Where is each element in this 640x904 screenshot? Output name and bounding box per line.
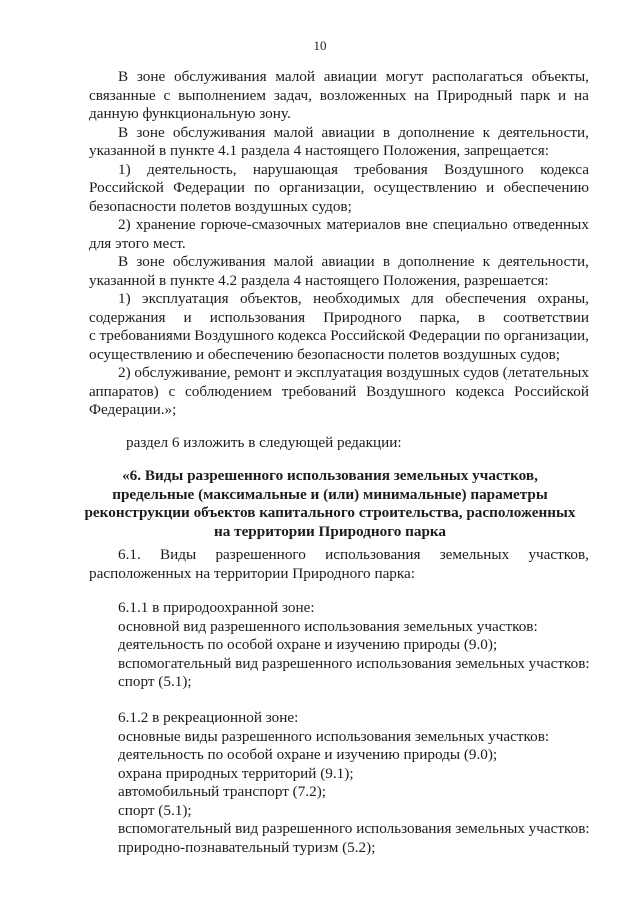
paragraph-line: данную функциональную зону.: [89, 105, 291, 122]
word: Федерации: [408, 327, 481, 344]
paragraph-line: осуществлению и обеспечению безопасности полетов воздушных судов;: [89, 345, 560, 363]
word: по: [484, 327, 500, 344]
word: эксплуатация: [296, 364, 383, 381]
word: Природного: [323, 308, 402, 326]
heading-line: предельные (максимальные и (или) минимальные) параметры: [112, 485, 548, 503]
word: зоне: [136, 253, 165, 270]
paragraph-line: [89, 327, 589, 346]
word: выполнением: [178, 86, 267, 104]
paragraph-line: [89, 383, 589, 402]
word: задач,: [273, 86, 312, 104]
word: располагаться: [432, 68, 523, 85]
word: В: [118, 123, 129, 141]
heading-line: «6. Виды разрешенного использования земельных участков,: [122, 467, 538, 484]
word: парк: [520, 86, 551, 104]
word: Российской: [330, 327, 406, 344]
paragraph-line: [118, 253, 589, 272]
word: использования: [209, 308, 306, 326]
paragraph-line: [89, 179, 589, 198]
word: могут: [385, 68, 424, 85]
word: и: [284, 364, 293, 381]
word: в: [382, 123, 391, 141]
word: осуществлению: [373, 179, 477, 196]
word: Российской: [514, 382, 589, 400]
word: 6.1.: [118, 546, 141, 563]
list-line: автомобильный транспорт (7.2);: [118, 783, 326, 800]
word: (летательных: [502, 364, 589, 381]
word: и: [558, 86, 567, 104]
paragraph-line: Федерации.»;: [89, 401, 177, 418]
subsection-title: 6.1.2 в рекреационной зоне:: [118, 709, 299, 726]
word: материалов: [326, 216, 401, 233]
paragraph-line: [89, 87, 589, 106]
heading-line: реконструкции объектов капитального строительства, расположенных: [84, 504, 576, 521]
word: эксплуатация: [142, 290, 229, 307]
list-line: спорт (5.1);: [118, 801, 192, 819]
list-line: основные виды разрешенного использования земельных участков:: [118, 727, 550, 745]
word: возложенных: [319, 86, 407, 104]
word: организации,: [503, 327, 589, 344]
list-line: спорт (5.1);: [118, 673, 192, 690]
word: малой: [273, 253, 314, 270]
word: требований: [281, 382, 357, 400]
word: 2): [118, 364, 131, 381]
word: обеспечению: [503, 179, 589, 196]
page-number: 10: [313, 38, 327, 53]
paragraph-line: [118, 364, 589, 383]
word: соответствии: [503, 308, 589, 326]
word: отведенных: [512, 216, 589, 233]
paragraph-line: [118, 216, 589, 235]
word: В: [118, 253, 129, 270]
word: горюче-смазочных: [200, 216, 322, 233]
word: к: [482, 123, 491, 141]
word: в: [382, 253, 391, 270]
word: малой: [275, 68, 316, 85]
paragraph-line: [89, 309, 589, 328]
word: обслуживания: [172, 253, 266, 270]
word: аппаратов): [89, 382, 159, 400]
word: малой: [273, 123, 314, 141]
word: деятельности,: [498, 123, 589, 141]
list-line: основной вид разрешенного использования земельных участков:: [118, 617, 538, 635]
word: в: [477, 308, 486, 326]
word: использования: [325, 546, 421, 563]
word: 2): [118, 216, 131, 233]
word: зоне: [136, 123, 165, 141]
paragraph-line: безопасности полетов воздушных судов;: [89, 197, 352, 215]
word: разрешенного: [215, 546, 306, 563]
word: 1): [118, 290, 131, 307]
word: дополнение: [398, 123, 475, 141]
word: с: [89, 327, 96, 344]
word: 1): [118, 160, 131, 178]
word: земельных: [439, 546, 510, 563]
word: на: [414, 86, 430, 104]
word: Воздушного: [194, 327, 274, 344]
heading-line: на территории Природного парка: [213, 522, 447, 540]
word: Воздушного: [366, 382, 446, 400]
paragraph-line: [118, 124, 589, 143]
word: необходимых: [313, 290, 401, 307]
word: по: [254, 179, 270, 196]
word: и: [183, 308, 192, 326]
word: Российской: [89, 179, 164, 196]
word: на: [574, 86, 589, 104]
word: охраны,: [537, 290, 589, 307]
paragraph-line: [118, 68, 589, 87]
word: деятельности,: [498, 253, 589, 270]
word: связанные: [89, 86, 156, 104]
word: с: [168, 382, 176, 400]
paragraph-line: расположенных на территории Природного парка:: [89, 564, 416, 582]
word: зоне: [136, 68, 166, 85]
word: кодекса: [455, 382, 505, 400]
list-line: вспомогательный вид разрешенного использования земельных участков:: [118, 820, 590, 837]
section-heading: [70, 467, 590, 541]
word: кодекса: [540, 160, 589, 178]
word: парка,: [419, 308, 460, 326]
word: обслуживания: [172, 123, 266, 141]
list-line: вспомогательный вид разрешенного использования земельных участков:: [118, 654, 590, 672]
word: авиации: [321, 123, 375, 141]
word: специально: [432, 216, 508, 233]
list-line: деятельность по особой охране и изучению природы (9.0);: [118, 746, 498, 763]
word: Виды: [160, 546, 197, 563]
word: ремонт: [234, 364, 281, 381]
word: В: [118, 68, 129, 85]
word: соблюдением: [185, 382, 272, 400]
word: судов: [463, 364, 499, 381]
word: дополнение: [398, 253, 475, 270]
list-line: охрана природных территорий (9.1);: [118, 764, 354, 782]
paragraph-line: [118, 546, 589, 565]
word: воздушных: [386, 364, 460, 381]
word: обслуживания: [173, 68, 267, 85]
word: требованиями: [99, 327, 191, 344]
word: Природный: [436, 86, 513, 104]
list-line: природно-познавательный туризм (5.2);: [118, 838, 376, 856]
word: и: [486, 179, 495, 196]
word: авиации: [321, 253, 375, 270]
word: участков,: [528, 546, 589, 563]
word: Воздушного: [444, 160, 524, 178]
paragraph-line: указанной в пункте 4.2 раздела 4 настоящего Положения, разрешается:: [89, 271, 549, 289]
word: для: [411, 290, 434, 307]
word: объектов,: [239, 290, 302, 307]
word: обслуживание,: [134, 364, 231, 381]
word: вне: [405, 216, 428, 233]
word: деятельность,: [147, 160, 237, 178]
paragraph-line: указанной в пункте 4.1 раздела 4 настоящего Положения, запрещается:: [89, 142, 549, 159]
word: к: [482, 253, 491, 270]
word: кодекса: [277, 327, 327, 344]
word: требования: [354, 160, 428, 178]
paragraph-line: [118, 290, 589, 309]
list-line: деятельность по особой охране и изучению природы (9.0);: [118, 636, 498, 653]
word: организации,: [279, 179, 365, 196]
paragraph-line: для этого мест.: [89, 234, 186, 252]
subsection-title: 6.1.1 в природоохранной зоне:: [118, 599, 315, 616]
word: содержания: [89, 308, 166, 326]
word: нарушающая: [252, 160, 338, 178]
word: Федерации: [173, 179, 245, 196]
word: хранение: [135, 216, 196, 233]
word: авиации: [323, 68, 377, 85]
paragraph-line: раздел 6 изложить в следующей редакции:: [126, 434, 402, 451]
word: обеспечения: [445, 290, 527, 307]
word: с: [163, 86, 171, 104]
paragraph-line: [118, 161, 589, 180]
word: объекты,: [531, 68, 589, 85]
